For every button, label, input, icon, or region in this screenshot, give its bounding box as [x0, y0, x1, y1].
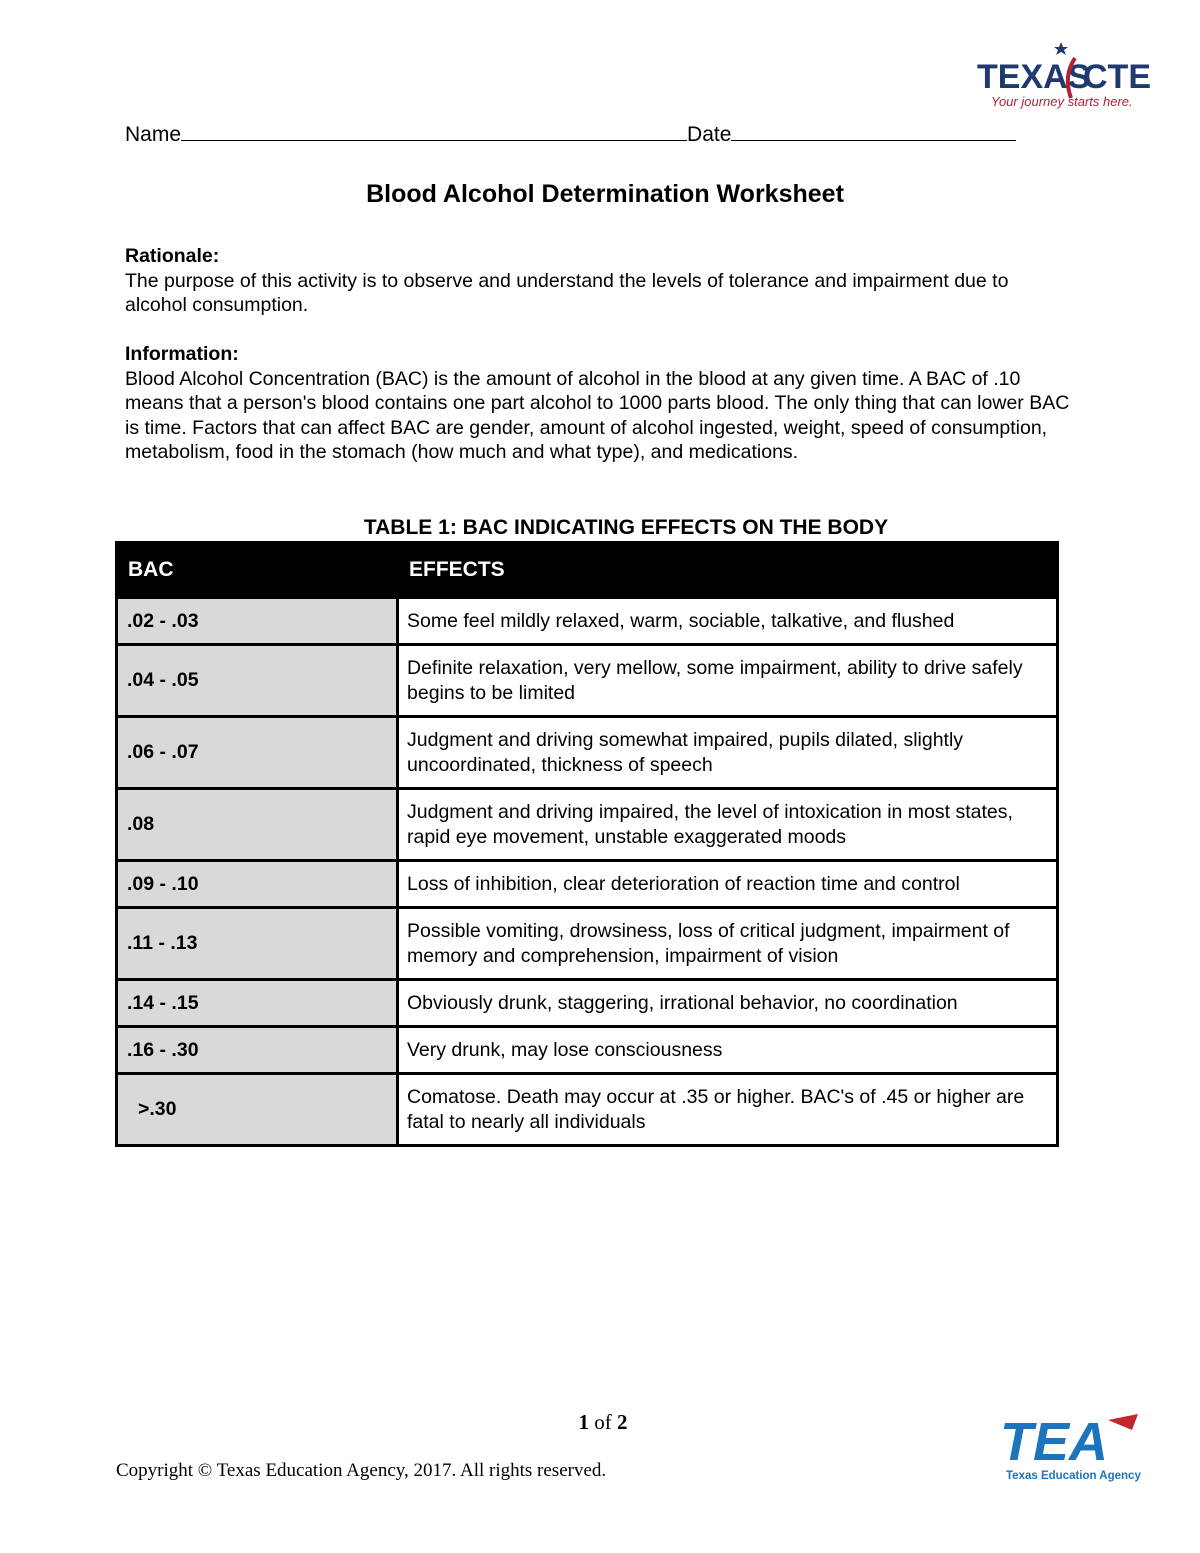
table-caption: TABLE 1: BAC INDICATING EFFECTS ON THE BODY [363, 516, 889, 539]
effect-cell: Definite relaxation, very mellow, some impairment, ability to drive safely begins to be limited [398, 645, 1058, 717]
page-current: 1 [578, 1410, 589, 1434]
bac-cell: .11 - .13 [117, 908, 398, 980]
bac-cell: .04 - .05 [117, 645, 398, 717]
date-field[interactable] [731, 122, 1016, 141]
page-title: Blood Alcohol Determination Worksheet [366, 180, 844, 208]
header-bac: BAC [117, 543, 398, 598]
page-of: of [594, 1410, 612, 1434]
name-date-line [125, 122, 1016, 147]
table-row [117, 645, 1058, 717]
effect-cell: Judgment and driving impaired, the level of intoxication in most states, rapid eye movement, unstable exaggerated moods [398, 789, 1058, 861]
rationale-text: The purpose of this activity is to observe and understand the levels of tolerance and impairment due to alcohol consumption. [125, 269, 1009, 316]
bac-cell: .08 [117, 789, 398, 861]
information-text: Blood Alcohol Concentration (BAC) is the amount of alcohol in the blood at any given time. A BAC of .10 means that a person's blood contains one part alcohol to 1000 parts blood. The only thing that can lower BAC is time. Factors that can affect BAC are gender, amount of alcohol ingested, weight, speed of consumption, metabolism, food in the stomach (how much and what type), and medications. [125, 367, 1070, 463]
bac-cell: .09 - .10 [117, 861, 398, 908]
table-header-row [117, 543, 1058, 598]
bac-cell: .16 - .30 [117, 1027, 398, 1074]
header-effects: EFFECTS [398, 543, 1058, 598]
effect-cell: Possible vomiting, drowsiness, loss of critical judgment, impairment of memory and comprehension, impairment of vision [398, 908, 1058, 980]
table-row [117, 1074, 1058, 1146]
table-row [117, 861, 1058, 908]
table-row [117, 789, 1058, 861]
information-section [125, 342, 1070, 465]
table-row [117, 1027, 1058, 1074]
bac-cell: >.30 [117, 1074, 398, 1146]
logo-tagline: Your journey starts here. [991, 94, 1133, 109]
bac-effects-table [115, 541, 1059, 1147]
table-row [117, 908, 1058, 980]
date-label: Date [687, 123, 732, 146]
effect-cell: Comatose. Death may occur at .35 or higher. BAC's of .45 or higher are fatal to nearly all individuals [398, 1074, 1058, 1146]
effect-cell: Obviously drunk, staggering, irrational behavior, no coordination [398, 980, 1058, 1027]
page-total: 2 [617, 1410, 628, 1434]
flag-icon [1108, 1414, 1138, 1430]
name-label: Name [125, 123, 182, 146]
texas-cte-logo [975, 36, 1155, 116]
bac-cell: .02 - .03 [117, 598, 398, 645]
tea-logo [1000, 1410, 1145, 1485]
effect-cell: Very drunk, may lose consciousness [398, 1027, 1058, 1074]
rationale-label: Rationale: [125, 245, 220, 267]
information-label: Information: [125, 343, 239, 365]
copyright-notice: Copyright © Texas Education Agency, 2017. All rights reserved. [116, 1460, 607, 1481]
tea-logo-text: TEA [1000, 1412, 1108, 1472]
name-field[interactable] [181, 122, 687, 141]
table-row [117, 717, 1058, 789]
bac-cell: .06 - .07 [117, 717, 398, 789]
table-row [117, 598, 1058, 645]
effect-cell: Judgment and driving somewhat impaired, pupils dilated, slightly uncoordinated, thickness of speech [398, 717, 1058, 789]
star-icon [1054, 42, 1068, 55]
logo-texas-text: TEXAS [977, 58, 1091, 96]
effect-cell: Some feel mildly relaxed, warm, sociable, talkative, and flushed [398, 598, 1058, 645]
rationale-section [125, 244, 1070, 318]
bac-cell: .14 - .15 [117, 980, 398, 1027]
effect-cell: Loss of inhibition, clear deterioration of reaction time and control [398, 861, 1058, 908]
table-row [117, 980, 1058, 1027]
logo-cte-text: CTE [1083, 58, 1151, 96]
tea-logo-subtitle: Texas Education Agency [1006, 1470, 1141, 1482]
